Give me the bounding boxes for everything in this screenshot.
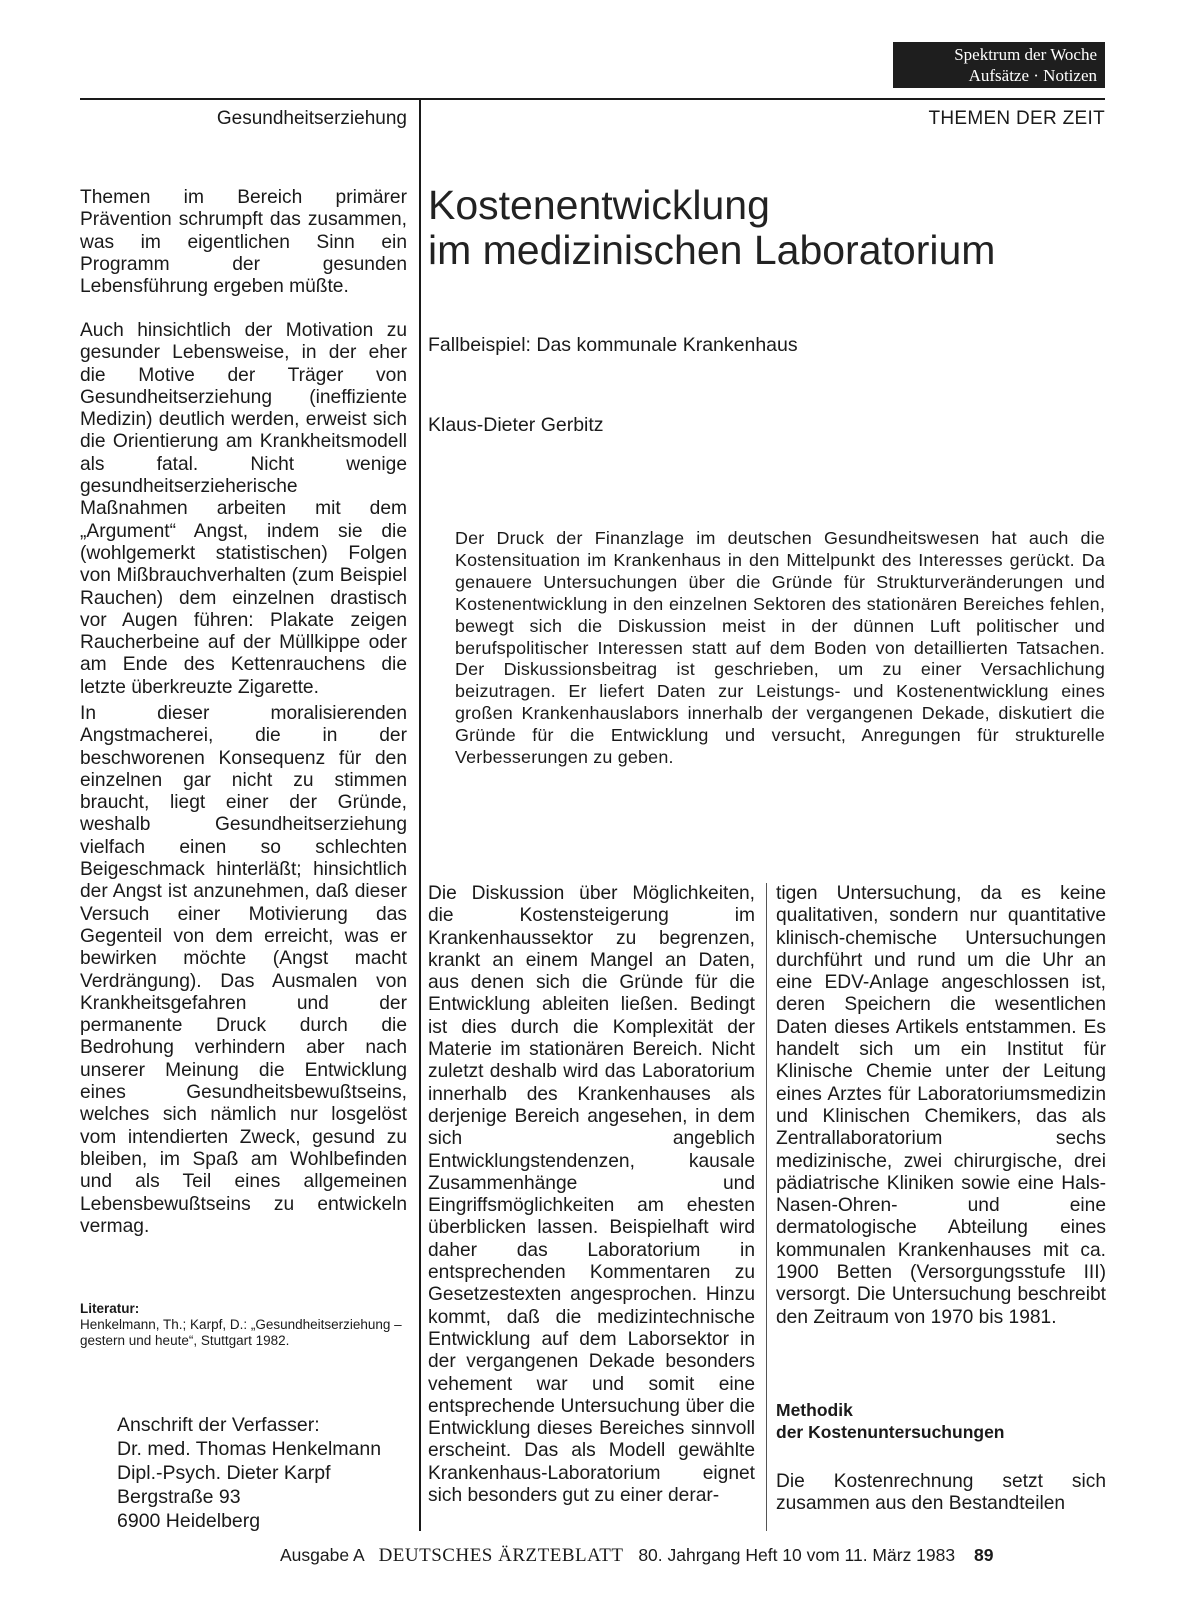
address-line: Dipl.-Psych. Dieter Karpf: [117, 1462, 331, 1484]
body-column-2-continuation: Die Kostenrechnung setzt sich zusammen aus den Bestandteilen: [776, 1471, 1106, 1515]
footer-edition: Ausgabe A: [280, 1545, 364, 1565]
address-line: Dr. med. Thomas Henkelmann: [117, 1438, 382, 1460]
article-subtitle: Fallbeispiel: Das kommunale Krankenhaus: [428, 334, 798, 356]
article-title: [428, 183, 1098, 273]
article-abstract: Der Druck der Finanzlage im deutschen Gesundheitswesen hat auch die Kostensituation im Krankenhaus in den Mittelpunkt des Interesses gerückt. Da genauere Untersuchungen über die Gründe für Strukturveränderungen und Kostenentwicklung in den einzelnen Sektoren des stationären Bereiches fehlen, bewegt sich die Diskussion meist in der dünnen Luft politischer und berufspolitischer Interessen statt auf dem Boden von detaillierten Tatsachen. Der Diskussionsbeitrag ist geschrieben, um zu einer Versachlichung beizutragen. Er liefert Daten zur Leistungs- und Kostenentwicklung eines großen Krankenhauslabors innerhalb der vergangenen Dekade, diskutiert die Gründe für die Entwicklung und versucht, Anregungen für strukturelle Verbesserungen zu geben.: [455, 528, 1105, 768]
left-column-paragraph-2: Auch hinsichtlich der Motivation zu gesunder Lebensweise, in der eher die Motive der Träger von Gesundheitserziehung (ineffiziente Medizin) deutlich werden, erweist sich die Orientierung am Krankheitsmodell als fatal. Nicht wenige gesundheitserzieherische Maßnahmen arbeiten mit dem „Argument“ Angst, indem sie die (wohlgemerkt statistischen) Folgen von Mißbrauchverhalten (zum Beispiel Rauchen) dem einzelnen drastisch vor Augen führen: Plakate zeigen Raucherbeine auf der Müllkippe oder am Ende des Kettenrauchens die letzte überkreuzte Zigarette.: [80, 320, 407, 698]
address-line: 6900 Heidelberg: [117, 1510, 261, 1532]
article-author: Klaus-Dieter Gerbitz: [428, 414, 604, 436]
section-badge: [893, 42, 1105, 88]
page-footer: [280, 1545, 1105, 1567]
heading-line-1: Methodik: [776, 1400, 853, 1420]
left-section-heading: Gesundheitserziehung: [216, 108, 407, 129]
body-column-2: tigen Untersuchung, da es keine qualitativen, sondern nur quantitative klinisch-chemische Untersuchungen durchführt und rund um die Uhr an eine EDV-Anlage angeschlossen ist, deren Speichern die wesentlichen Daten dieses Artikels entstammen. Es handelt sich um ein Institut für Klinische Chemie unter der Leitung eines Arztes für Laboratoriumsmedizin und Klinischen Chemikers, das als Zentrallaboratorium sechs medizinische, zwei chirurgische, drei pädiatrische Kliniken sowie eine Hals-Nasen-Ohren- und eine dermatologische Abteilung eines kommunalen Krankenhauses mit ca. 1900 Betten (Versorgungsstufe III) versorgt. Die Untersuchung beschreibt den Zeitraum von 1970 bis 1981.: [776, 883, 1106, 1328]
left-column-paragraph-3: In dieser moralisierenden Angstmacherei, die in der beschworenen Konsequenz für den einzelnen gar nicht zu stimmen braucht, liegt einer der Gründe, weshalb Gesundheitserziehung vielfach einen so schlechten Beigeschmack hinterläßt; hinsichtlich der Angst ist anzunehmen, daß dieser Versuch einer Motivierung das Gegenteil von dem erreicht, was er bewirken möchte (Angst macht Verdrängung). Das Ausmalen von Krankheitsgefahren und der permanente Druck durch die Bedrohung verhindern aber nach unserer Meinung die Entwicklung eines Gesundheitsbewußtseins, welches sich nämlich nur losgelöst vom intendierten Zweck, gesund zu bleiben, im Spaß am Wohlbefinden und als Teil eines allgemeinen Lebensbewußtseins zu entwickeln vermag.: [80, 703, 407, 1237]
page-number: 89: [974, 1545, 994, 1565]
address-line: Anschrift der Verfasser:: [117, 1414, 320, 1436]
footer-magazine: DEUTSCHES ÄRZTEBLATT: [378, 1545, 624, 1566]
footer-issue: 80. Jahrgang Heft 10 vom 11. März 1983: [638, 1545, 956, 1565]
address-line: Bergstraße 93: [117, 1486, 241, 1508]
right-section-heading: THEMEN DER ZEIT: [928, 108, 1105, 129]
title-line-2: im medizinischen Laboratorium: [428, 227, 996, 273]
literature-label: Literatur:: [80, 1301, 140, 1316]
title-line-1: Kostenentwicklung: [428, 182, 770, 228]
left-column-paragraph-1: Themen im Bereich primärer Prävention schrumpft das zusammen, was im eigentlichen Sinn ein Programm der gesunden Lebensführung ergeben müßte.: [80, 187, 407, 298]
top-rule: [80, 98, 1105, 100]
badge-line-1: Spektrum der Woche: [954, 45, 1097, 64]
column-divider-bottom: [766, 883, 767, 1531]
heading-line-2: der Kostenuntersuchungen: [776, 1422, 1005, 1442]
column-divider: [419, 98, 421, 1531]
body-column-1: Die Diskussion über Möglichkeiten, die Kostensteigerung im Krankenhaussektor zu begrenzen, krankt an einem Mangel an Daten, aus denen sich die Gründe für die Entwicklung ableiten ließen. Bedingt ist dies durch die Komplexität der Materie im stationären Bereich. Nicht zuletzt deshalb wird das Laboratorium innerhalb des Krankenhauses als derjenige Bereich angesehen, in dem sich angeblich Entwicklungstendenzen, kausale Zusammenhänge und Eingriffsmöglichkeiten am ehesten überblicken lassen. Beispielhaft wird daher das Laboratorium in entsprechenden Kommentaren zu Gesetzestexten angesprochen. Hinzu kommt, daß die medizintechnische Entwicklung auf dem Laborsektor in der vergangenen Dekade besonders vehement war und somit eine entsprechende Untersuchung über die Entwicklung dieses Bereiches sinnvoll erscheint. Das als Modell gewählte Krankenhaus-Laboratorium eignet sich besonders gut zu einer derar-: [428, 883, 755, 1507]
badge-line-2: Aufsätze · Notizen: [968, 66, 1097, 85]
author-address: [117, 1413, 417, 1533]
section-heading-methodik: [776, 1399, 1106, 1443]
literature-reference: [80, 1301, 407, 1349]
literature-text: Henkelmann, Th.; Karpf, D.: „Gesundheitserziehung – gestern und heute“, Stuttgart 1982.: [80, 1317, 402, 1348]
